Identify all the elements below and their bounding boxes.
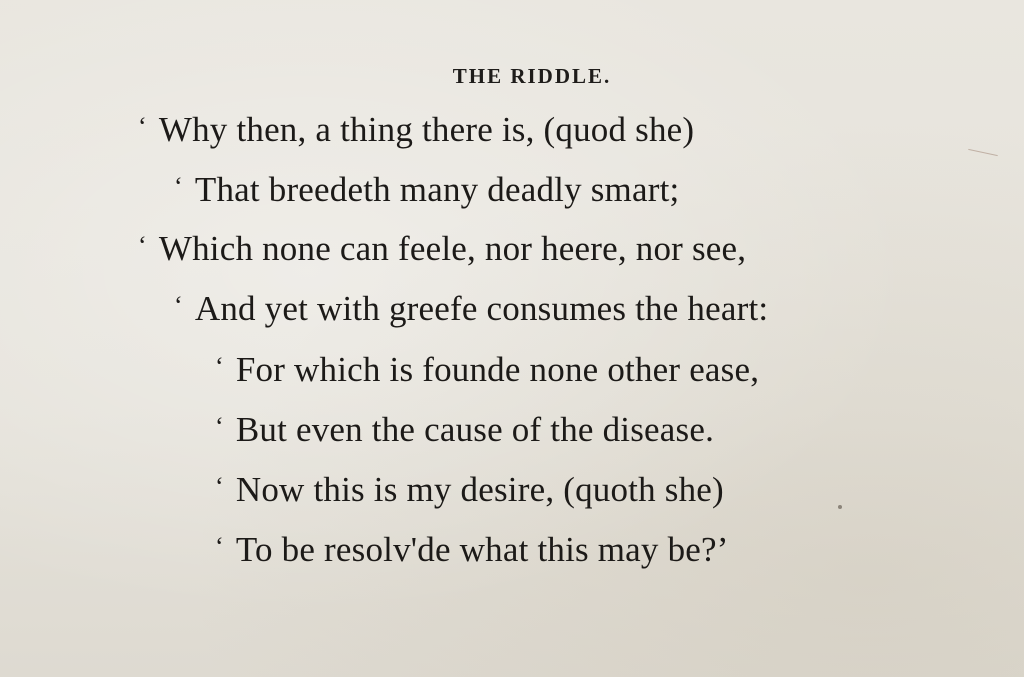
paper-mark: [968, 149, 998, 156]
poem-line-7: [215, 470, 724, 510]
poem-line-8: [215, 530, 729, 570]
opening-quote-mark: ‘: [138, 231, 147, 260]
opening-quote-mark: ‘: [174, 291, 183, 320]
poem-line-4: [174, 289, 768, 329]
poem-line-1: [138, 110, 694, 150]
poem-line-text: That breedeth many deadly smart;: [194, 170, 680, 209]
opening-quote-mark: ‘: [215, 412, 224, 441]
poem-line-text: But even the cause of the disease.: [235, 410, 715, 449]
poem-line-3: [138, 229, 746, 269]
opening-quote-mark: ‘: [174, 172, 183, 201]
poem-line-6: [215, 410, 714, 450]
opening-quote-mark: ‘: [215, 532, 224, 561]
opening-quote-mark: ‘: [138, 112, 147, 141]
poem-line-text: And yet with greefe consumes the heart:: [194, 289, 769, 328]
poem-line-text: Why then, a thing there is, (quod she): [158, 110, 695, 149]
poem-line-2: [174, 170, 679, 210]
poem-title: THE RIDDLE.: [452, 64, 612, 88]
opening-quote-mark: ‘: [215, 352, 224, 381]
poem-line-text: To be resolv'de what this may be?’: [235, 530, 729, 569]
poem-line-text: Which none can feele, nor heere, nor see,: [158, 229, 747, 268]
poem-line-5: [215, 350, 759, 390]
opening-quote-mark: ‘: [215, 472, 224, 501]
poem-line-text: Now this is my desire, (quoth she): [235, 470, 724, 509]
poem-line-text: For which is founde none other ease,: [235, 350, 760, 389]
paper-speck: [838, 505, 842, 509]
